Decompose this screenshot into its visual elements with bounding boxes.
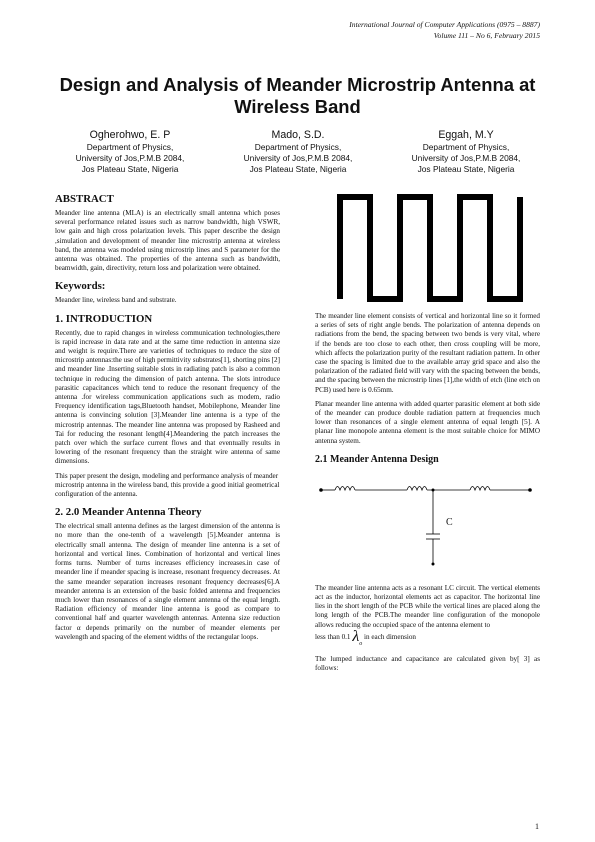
author-dept: Department of Physics,: [254, 142, 342, 152]
lc-circuit-paragraph: The meander line antenna acts as a resonant LC circuit. The vertical elements act as the inductor, horizontal elements act as capacitor. The horizontal line lies in the short length of the PCB while the vertical lines are placed along the long length of the PCB.The meander line configuration of the monopole allows reducing the occupied space of the antenna element to: [315, 583, 540, 629]
lc-circuit-figure: [315, 472, 540, 578]
theory-paragraph: The electrical small antenna defines as the largest dimension of the antenna is no more than the one-tenth of a wavelength [5].Meander antenna is electrically small antenna. The design of meander line antenna is a set of horizontal and vertical lines. Combination of horizontal and vertical lines forms turns. Number of turns increases efficiency increases.in case of meander line if meander spacing is increase, resonant frequency decreases. At the same meander separation increases resonant frequency decreases[6].A meander antenna is an extension of the basic folded antenna and frequencies much lower than resonances of a single element antenna of the equal length. Radiation efficiency of meander line antenna is good as compare to conventional half and quarter wavelength antennas. Antenna size reduction factor α depends primarily on the number of meander elements per wavelength and spacing of the element widths of the rectangular loops.: [55, 522, 280, 641]
author-univ: University of Jos,P.M.B 2084,: [243, 153, 353, 163]
lambda-glyph: λ: [352, 627, 360, 645]
introduction-paragraph-1: Recently, due to rapid changes in wireless communication technologies,there is rapid increase in data rate and at the same time reduction in antenna size and weight is require.There are varieties of techniques to reduce the size of microstrip antennas:the use of high permittivity substrates[1], shorting pins [2] and meander line .Inserting suitable slots in radiating patch is also a common technique in reducing the dimension of patch antenna. The slots introduce parasitic capacitances which tend to reduce the resonant frequency of the antenna .for wireless communication applications such as modem, radio Frequency identification tags,Bluetooth handset, Mobilephone, Meander line antenna is convincing solution [3].Meander line antenna is a type of the microstrip antennas. The meander line antenna was proposed by Rasheed and Tai for reducing the resonant length[4].Meandering the patch increases the patch over which the surface current flows and that eventually results in lowering of the resonant frequency than the straight wire antenna of same dimensions.: [55, 328, 280, 466]
author-dept: Department of Physics,: [86, 142, 174, 152]
meander-antenna-figure: [330, 187, 530, 307]
author-dept: Department of Physics,: [422, 142, 510, 152]
author-block-1: [40, 128, 220, 175]
author-location: Jos Plateau State, Nigeria: [417, 164, 515, 174]
design-heading: 2.1 Meander Antenna Design: [315, 453, 439, 465]
abstract-text: Meander line antenna (MLA) is an electrically small antenna which poses several performance related issues such as narrow bandwidth, high VSWR, low gain and high cross polarization levels. This paper describe the design ,simulation and development of meander line microstrip antenna at wireless band, the antenna was modeled using microstrip lines and S parameter for the antenna was obtained. The properties of the antenna such as bandwidth, beamwidth, gain, directivity, return loss and polarization were obtained.: [55, 209, 280, 273]
theory-heading: 2. 2.0 Meander Antenna Theory: [55, 506, 202, 519]
introduction-paragraph-2: This paper present the design, modeling and performance analysis of meander microstrip antenna in the wireless band, this provide a good initial geometrical configuration of the antenna.: [55, 471, 280, 499]
journal-name: International Journal of Computer Applications (0975 – 8887): [349, 20, 540, 29]
meander-element-paragraph: The meander line element consists of vertical and horizontal line so it formed a series of sets of right angle bends. The polarization of antenna depends on radiations from the bend, the spacing between two bends is very vital, where if the bends are too close to each other, then cross coupling will be more, which affects the polarization purity of the resultant radiation pattern. In other case the spacing is limited due to the available array grid space and also the polarization of the radiated field will vary with the spacing between the bends, and the spacing between the microstrip lines [1],the width of etch (line etch on PCB) used here is 0.65mm.: [315, 312, 540, 394]
right-column: [315, 312, 540, 679]
dimension-text: in each dimension: [364, 632, 417, 641]
lambda-subscript: o: [359, 641, 363, 648]
left-column: [55, 193, 280, 647]
page-number: 1: [535, 822, 539, 831]
planar-meander-paragraph: Planar meander line antenna with added quarter parasitic element at both side of the meander can produce double radiation pattern at frequencies much lower than resonances of a single element antenna of equal length [5]. A planar line monopole antenna element is the most suitable choice for MIMO antenna system.: [315, 399, 540, 445]
meander-line: [340, 197, 520, 299]
paper-title: Design and Analysis of Meander Microstrip Antenna at Wireless Band: [59, 74, 536, 117]
author-location: Jos Plateau State, Nigeria: [81, 164, 179, 174]
lumped-inductance-paragraph: The lumped inductance and capacitance are calculated given by[ 3] as follows:: [315, 655, 540, 673]
journal-volume: Volume 111 – No 6, February 2015: [433, 30, 540, 40]
size-reduction-line: [315, 627, 540, 649]
author-block-2: [208, 128, 388, 175]
keywords-text: Meander line, wireless band and substrate.: [55, 296, 177, 305]
lambda-symbol: [352, 627, 363, 648]
author-name: Mado, S.D.: [271, 129, 325, 141]
keywords-heading: Keywords:: [55, 280, 106, 293]
author-location: Jos Plateau State, Nigeria: [249, 164, 347, 174]
size-limit-text: less than 0.1: [315, 632, 351, 641]
abstract-heading: ABSTRACT: [55, 193, 114, 205]
capacitor-label: C: [446, 516, 453, 528]
lc-circuit-diagram: [315, 472, 540, 578]
introduction-heading: 1. INTRODUCTION: [55, 312, 153, 325]
author-univ: University of Jos,P.M.B 2084,: [75, 153, 185, 163]
author-name: Eggah, M.Y: [438, 129, 494, 141]
journal-header: [349, 20, 540, 41]
author-univ: University of Jos,P.M.B 2084,: [411, 153, 521, 163]
author-name: Ogherohwo, E. P: [89, 129, 171, 141]
author-block-3: [376, 128, 556, 175]
